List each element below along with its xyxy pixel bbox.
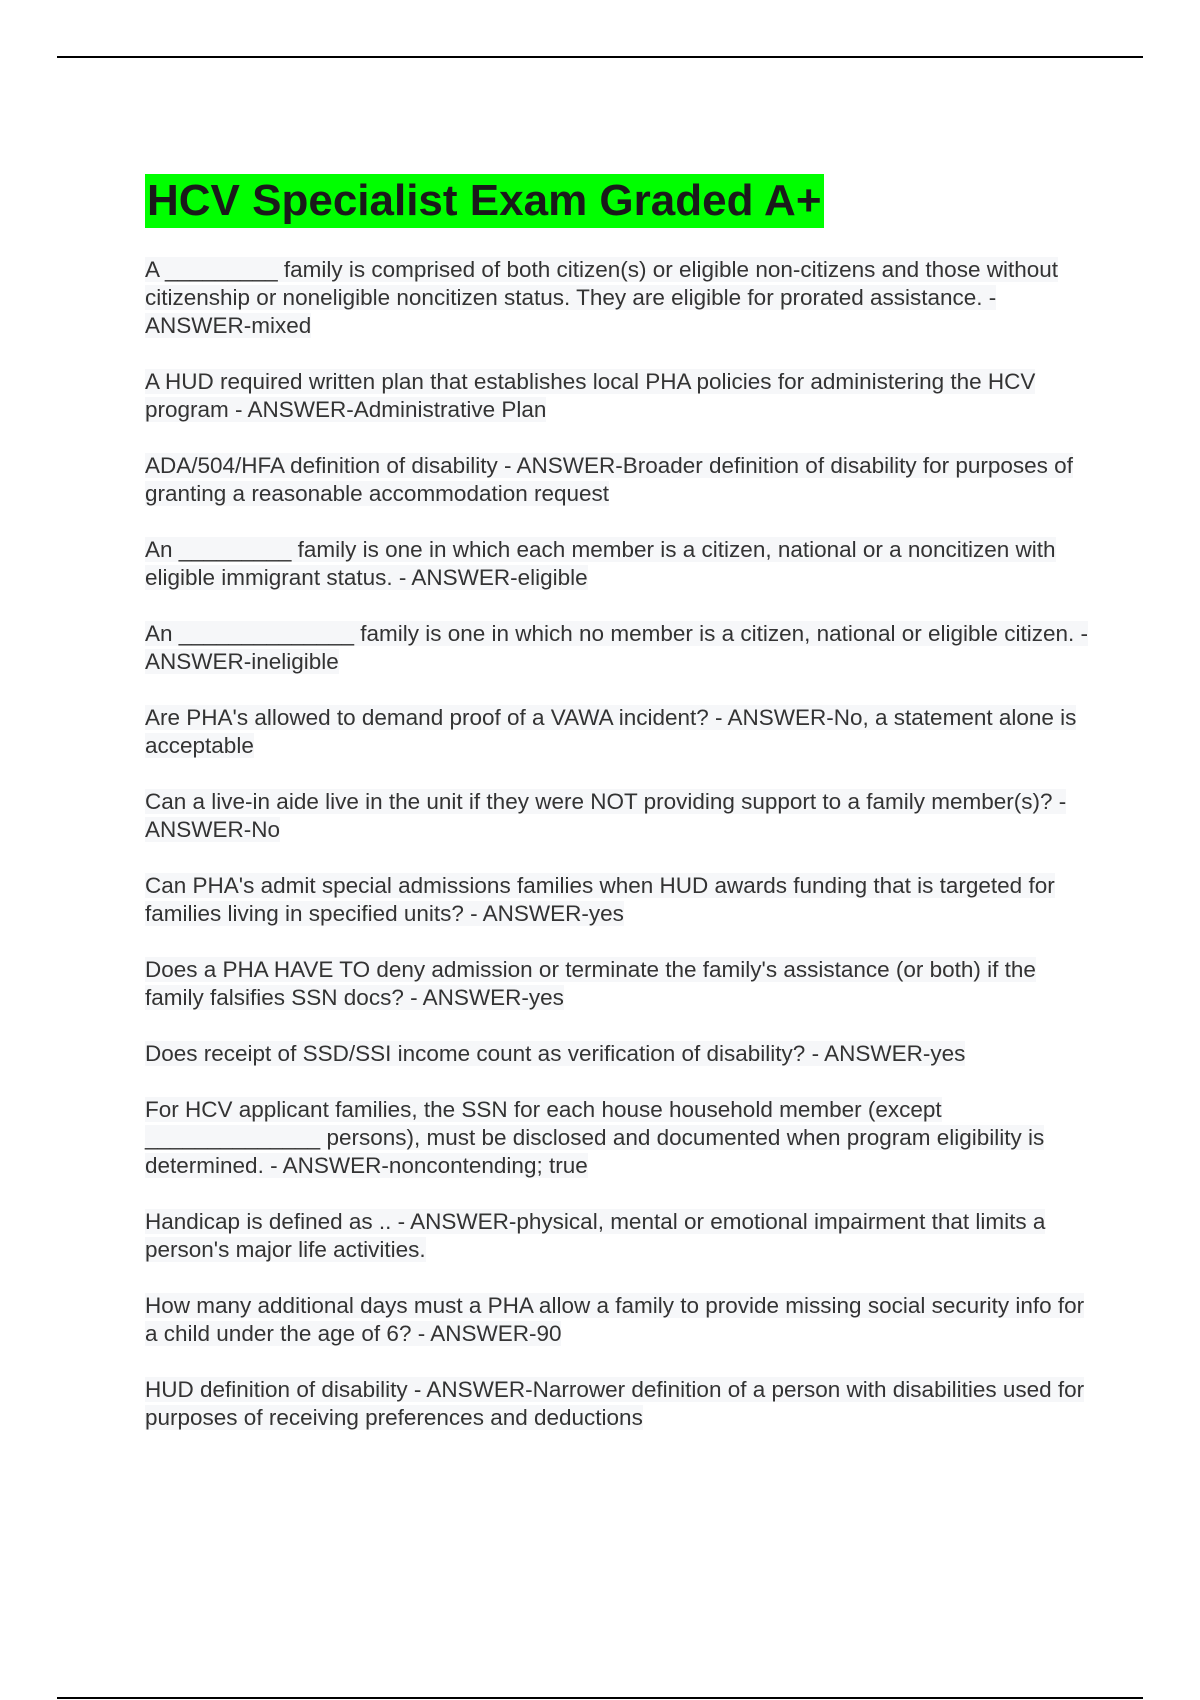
qa-text: How many additional days must a PHA allow a family to provide missing social security info for a child under the age of 6? - ANSWER-90 — [145, 1293, 1085, 1346]
bottom-divider — [57, 1697, 1143, 1699]
list-item — [145, 620, 1090, 676]
list-item — [145, 256, 1090, 340]
qa-text: Does receipt of SSD/SSI income count as verification of disability? - ANSWER-yes — [145, 1041, 966, 1066]
list-item — [145, 452, 1090, 508]
qa-text: ADA/504/HFA definition of disability - ANSWER-Broader definition of disability for purposes of granting a reasonable accommodation request — [145, 453, 1073, 506]
top-divider — [57, 56, 1143, 58]
qa-text: An ______________ family is one in which no member is a citizen, national or eligible citizen. - ANSWER-ineligible — [145, 621, 1089, 674]
list-item — [145, 536, 1090, 592]
qa-text: An _________ family is one in which each member is a citizen, national or a noncitizen with eligible immigrant status. - ANSWER-eligible — [145, 537, 1056, 590]
list-item — [145, 1376, 1090, 1432]
qa-text: A _________ family is comprised of both citizen(s) or eligible non-citizens and those without citizenship or noneligible noncitizen status. They are eligible for prorated assistance. - ANSWER-mixed — [145, 257, 1058, 338]
page-title: HCV Specialist Exam Graded A+ — [145, 174, 824, 228]
qa-text: A HUD required written plan that establishes local PHA policies for administering the HCV program - ANSWER-Administrative Plan — [145, 369, 1036, 422]
list-item — [145, 1040, 1090, 1068]
qa-text: Handicap is defined as .. - ANSWER-physical, mental or emotional impairment that limits a person's major life activities. — [145, 1209, 1046, 1262]
list-item — [145, 1096, 1090, 1180]
qa-text: Can a live-in aide live in the unit if they were NOT providing support to a family member(s)? - ANSWER-No — [145, 789, 1067, 842]
list-item — [145, 788, 1090, 844]
qa-text: For HCV applicant families, the SSN for each house household member (except ______________ persons), must be disclosed and documented when program eligibility is determined. - ANSWER-noncontending; true — [145, 1097, 1045, 1178]
list-item — [145, 1208, 1090, 1264]
list-item — [145, 368, 1090, 424]
qa-text: Can PHA's admit special admissions families when HUD awards funding that is targeted for families living in specified units? - ANSWER-yes — [145, 873, 1055, 926]
list-item — [145, 872, 1090, 928]
qa-text: Are PHA's allowed to demand proof of a VAWA incident? - ANSWER-No, a statement alone is acceptable — [145, 705, 1077, 758]
list-item — [145, 704, 1090, 760]
list-item — [145, 956, 1090, 1012]
qa-list — [145, 256, 1090, 1460]
list-item — [145, 1292, 1090, 1348]
qa-text: Does a PHA HAVE TO deny admission or terminate the family's assistance (or both) if the family falsifies SSN docs? - ANSWER-yes — [145, 957, 1036, 1010]
qa-text: HUD definition of disability - ANSWER-Narrower definition of a person with disabilities used for purposes of receiving preferences and deductions — [145, 1377, 1085, 1430]
